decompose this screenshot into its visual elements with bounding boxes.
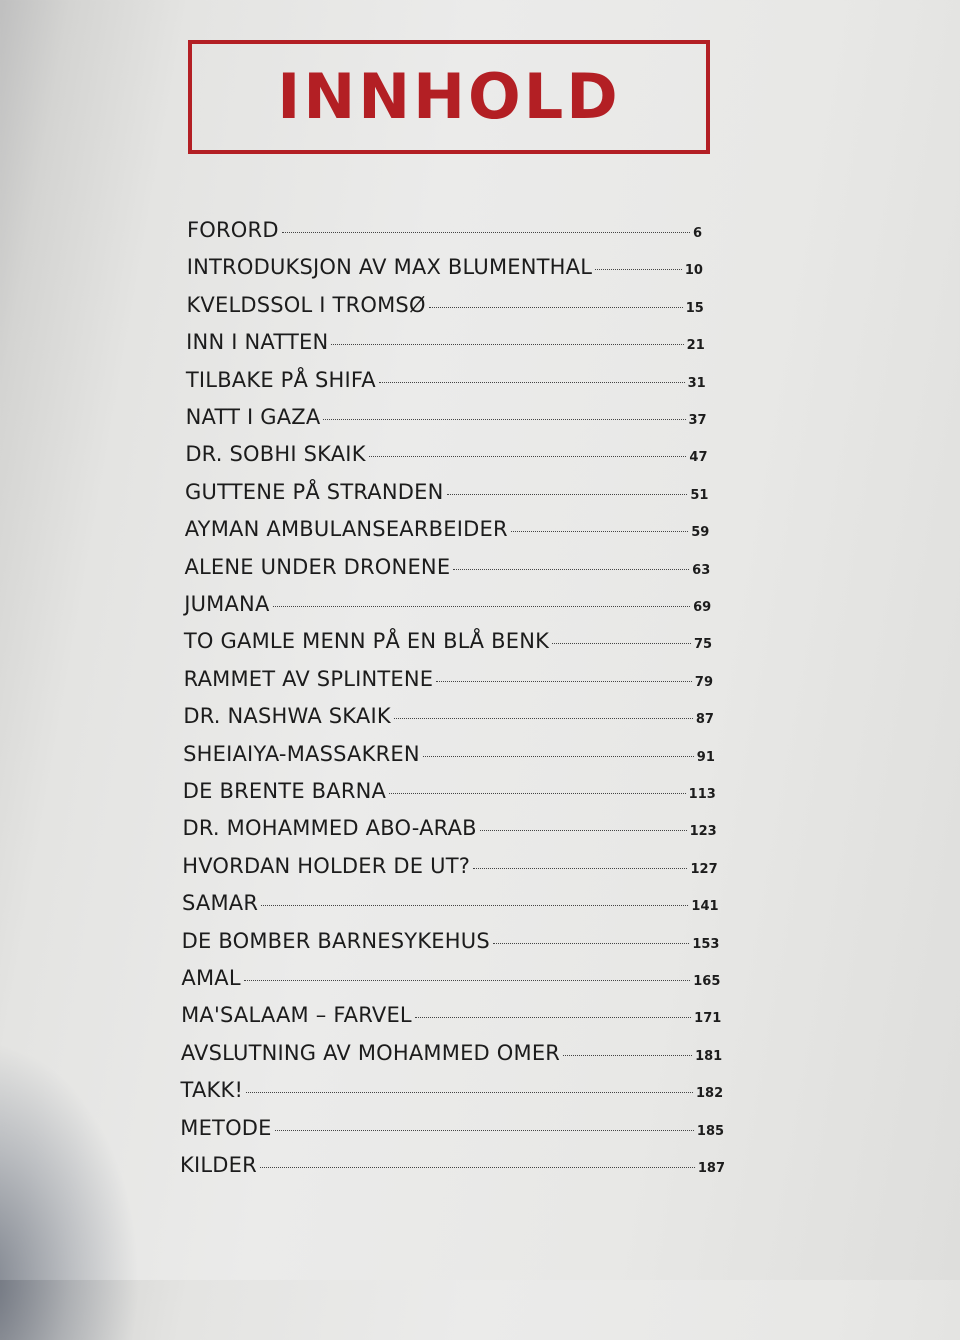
toc-entry-title: HVORDAN HOLDER DE UT? [182, 853, 471, 878]
toc-entry-page-number: 75 [694, 637, 713, 653]
toc-entry-title: SHEIAIYA-MASSAKREN [183, 741, 420, 766]
toc-entry-page-number: 21 [686, 338, 705, 354]
toc-entry[interactable] [186, 293, 703, 317]
toc-entry-title: AYMAN AMBULANSEARBEIDER [184, 517, 508, 542]
toc-entry[interactable] [186, 330, 705, 354]
toc-entry[interactable] [186, 405, 707, 429]
toc-entry-title: AMAL [181, 966, 241, 990]
toc-entry-title: SAMAR [181, 891, 259, 916]
toc-entry-title: METODE [180, 1115, 272, 1140]
toc-entry-title: DR. SOBHI SKAIK [185, 442, 366, 467]
toc-entry-page-number: 6 [692, 226, 702, 241]
toc-entry-title: TILBAKE PÅ SHIFA [185, 367, 376, 392]
dot-leader [415, 1017, 691, 1018]
toc-entry-title: ALENE UNDER DRONENE [184, 554, 451, 579]
toc-entry-title: FORORD [187, 218, 279, 242]
dot-leader [423, 756, 694, 757]
toc-entry-title: AVSLUTNING AV MOHAMMED OMER [180, 1040, 561, 1065]
toc-entry-page-number: 153 [692, 936, 720, 952]
dot-leader [511, 531, 688, 532]
dot-leader [563, 1055, 692, 1056]
toc-entry[interactable] [182, 854, 717, 878]
toc-entry-title: DR. NASHWA SKAIK [183, 704, 391, 729]
toc-entry[interactable] [181, 1078, 724, 1102]
dot-leader [323, 419, 685, 420]
toc-entry[interactable] [184, 592, 711, 616]
toc-entry[interactable] [183, 704, 714, 728]
toc-entry[interactable] [181, 1041, 722, 1065]
toc-entry-title: DE BOMBER BARNESYKEHUS [181, 928, 490, 953]
dot-leader [244, 980, 691, 981]
toc-entry-page-number: 182 [696, 1086, 724, 1102]
toc-entry-page-number: 79 [694, 674, 714, 690]
dot-leader [246, 1092, 693, 1093]
page-title: INNHOLD [277, 60, 621, 133]
toc-entry[interactable] [181, 966, 720, 990]
toc-entry-title: GUTTENE PÅ STRANDEN [185, 479, 444, 504]
toc-entry[interactable] [180, 1153, 725, 1177]
dot-leader [260, 1167, 695, 1168]
toc-entry-page-number: 69 [693, 600, 712, 615]
dot-leader [331, 344, 683, 345]
toc-entry[interactable] [186, 368, 706, 392]
dot-leader [261, 905, 688, 906]
toc-entry[interactable] [184, 555, 710, 579]
toc-entry[interactable] [181, 1003, 721, 1027]
toc-entry[interactable] [180, 1116, 724, 1140]
toc-entry-page-number: 59 [691, 525, 710, 541]
toc-entry-page-number: 31 [687, 375, 706, 391]
toc-entry[interactable] [183, 742, 715, 766]
toc-entry[interactable] [185, 442, 707, 466]
dot-leader [473, 868, 687, 869]
toc-entry-page-number: 87 [695, 712, 714, 728]
toc-entry-page-number: 10 [684, 263, 703, 279]
toc-entry-title: TAKK! [180, 1078, 244, 1103]
toc-entry-title: KVELDSSOL I TROMSØ [186, 292, 426, 317]
toc-entry-title: TO GAMLE MENN PÅ EN BLÅ BENK [183, 629, 550, 654]
toc-entry-title: DR. MOHAMMED ABO-ARAB [182, 816, 477, 841]
toc-entry-page-number: 187 [697, 1161, 725, 1176]
dot-leader [275, 1130, 694, 1131]
dot-leader [389, 793, 686, 794]
toc-entry[interactable] [183, 816, 717, 840]
toc-entry-page-number: 51 [690, 487, 709, 503]
dot-leader [273, 606, 691, 607]
toc-entry[interactable] [185, 517, 710, 541]
toc-entry-page-number: 185 [696, 1123, 725, 1139]
dot-leader [493, 943, 689, 944]
toc-entry-title: NATT I GAZA [185, 405, 321, 429]
toc-entry-page-number: 37 [688, 413, 707, 428]
toc-entry[interactable] [184, 629, 712, 653]
dot-leader [453, 569, 689, 570]
toc-entry-title: INTRODUKSJON AV MAX BLUMENTHAL [186, 255, 593, 280]
toc-entry-page-number: 165 [693, 974, 721, 989]
toc-entry-title: JUMANA [184, 592, 270, 616]
toc-entry[interactable] [187, 218, 702, 242]
toc-entry-page-number: 113 [688, 787, 716, 802]
dot-leader [369, 456, 687, 457]
toc-entry-page-number: 15 [685, 300, 704, 316]
toc-entry-title: INN I NATTEN [186, 330, 329, 355]
dot-leader [394, 718, 693, 719]
toc-entry-page-number: 171 [694, 1011, 722, 1027]
toc-entry-page-number: 123 [689, 824, 717, 840]
dot-leader [379, 382, 685, 383]
toc-entry-title: MA'SALAAM – FARVEL [181, 1003, 412, 1028]
toc-entry[interactable] [183, 779, 716, 803]
dot-leader [436, 681, 692, 682]
toc-entry-page-number: 47 [689, 450, 708, 466]
toc-entry[interactable] [182, 891, 719, 915]
toc-entry-page-number: 181 [695, 1048, 723, 1064]
toc-entry-title: DE BRENTE BARNA [182, 779, 387, 803]
dot-leader [429, 307, 683, 308]
toc-entry[interactable] [185, 480, 708, 504]
dot-leader [282, 232, 690, 233]
toc-entry-title: RAMMET AV SPLINTENE [183, 666, 434, 691]
dot-leader [480, 830, 687, 831]
dot-leader [552, 643, 691, 644]
toc-entry[interactable] [184, 667, 713, 691]
toc-entry[interactable] [187, 255, 703, 279]
toc-entry-title: KILDER [180, 1153, 257, 1177]
toc-entry-page-number: 127 [690, 861, 718, 877]
toc-entry-page-number: 91 [696, 749, 715, 765]
toc-entry-page-number: 63 [692, 562, 711, 578]
toc-entry-page-number: 141 [691, 899, 719, 915]
toc-entry[interactable] [182, 929, 720, 953]
dot-leader [447, 494, 688, 495]
dot-leader [595, 269, 682, 270]
